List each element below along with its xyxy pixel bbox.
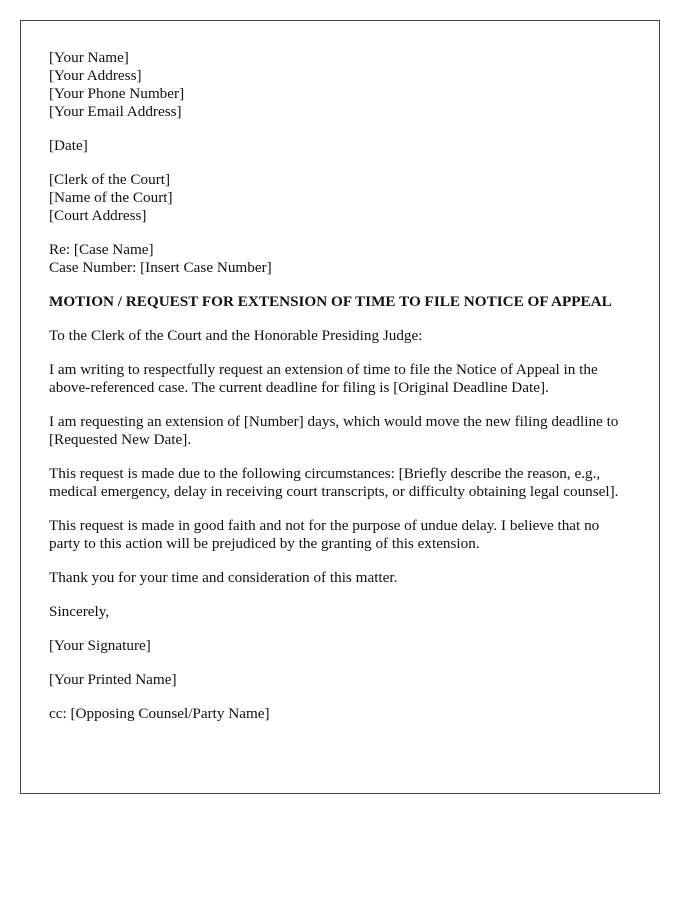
printed-name-line: [Your Printed Name]	[49, 671, 177, 688]
salutation: To the Clerk of the Court and the Honorable Presiding Judge:	[49, 327, 423, 344]
signature-line: [Your Signature]	[49, 637, 151, 654]
closing: Sincerely,	[49, 603, 110, 620]
body-paragraph-4: This request is made in good faith and not for the purpose of undue delay. I believe that no party to this action will be prejudiced by the granting of this extension.	[49, 517, 600, 552]
case-number-reference: Case Number: [Insert Case Number]	[49, 259, 272, 276]
case-name-reference: Re: [Case Name]	[49, 241, 154, 258]
recipient-clerk: [Clerk of the Court]	[49, 171, 171, 188]
sender-phone: [Your Phone Number]	[49, 85, 185, 102]
recipient-court-address: [Court Address]	[49, 207, 147, 224]
body-paragraph-1: I am writing to respectfully request an extension of time to file the Notice of Appeal in the above-referenced case. The current deadline for filing is [Original Deadline Date].	[49, 361, 598, 396]
sender-block	[49, 49, 631, 121]
sender-name: [Your Name]	[49, 49, 129, 66]
letter-page	[20, 20, 660, 794]
date-block	[49, 137, 631, 155]
recipient-court-name: [Name of the Court]	[49, 189, 173, 206]
reference-block	[49, 241, 631, 277]
cc-line: cc: [Opposing Counsel/Party Name]	[49, 705, 270, 722]
sender-address: [Your Address]	[49, 67, 142, 84]
body-paragraph-3: This request is made due to the following circumstances: [Briefly describe the reason, e.g., medical emergency, delay in receiving court transcripts, or difficulty obtaining legal counsel].	[49, 465, 619, 500]
sender-email: [Your Email Address]	[49, 103, 182, 120]
letter-subject: MOTION / REQUEST FOR EXTENSION OF TIME TO FILE NOTICE OF APPEAL	[49, 293, 612, 310]
recipient-block	[49, 171, 631, 225]
body-paragraph-2: I am requesting an extension of [Number] days, which would move the new filing deadline to [Requested New Date].	[49, 413, 619, 448]
body-paragraph-5: Thank you for your time and consideration of this matter.	[49, 569, 398, 586]
letter-date: [Date]	[49, 137, 88, 154]
